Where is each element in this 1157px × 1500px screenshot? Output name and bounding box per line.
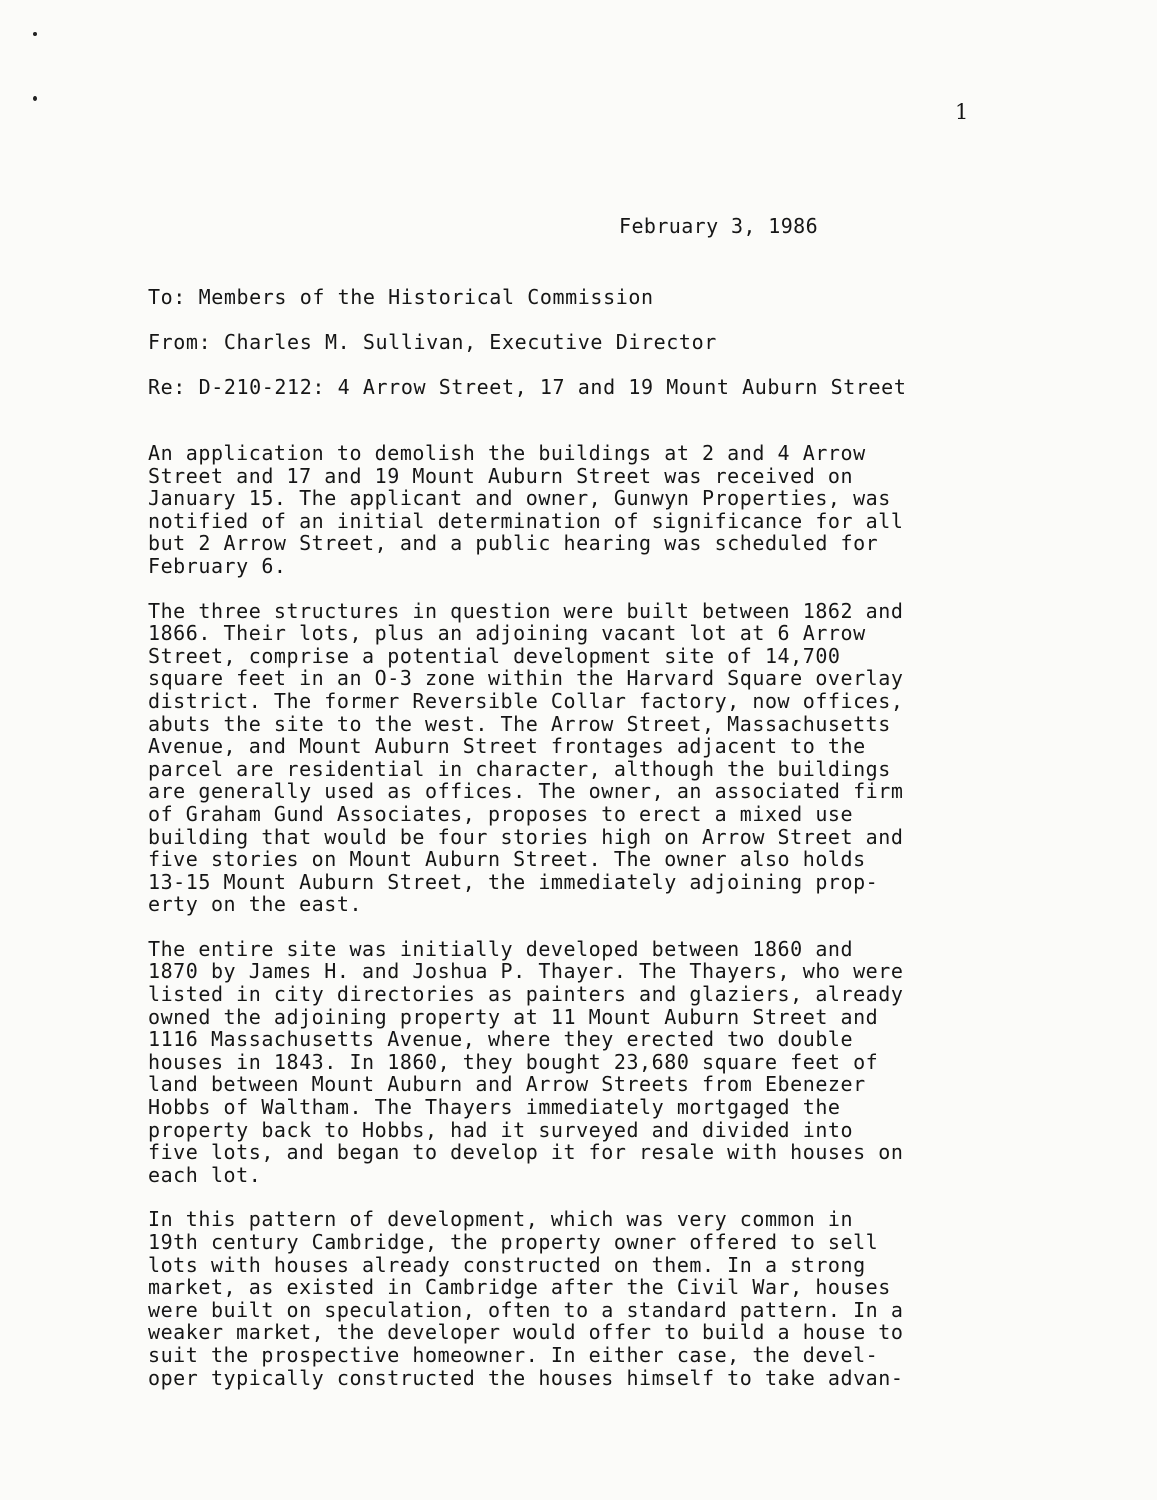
- text-line: building that would be four stories high on Arrow Street and: [148, 824, 904, 849]
- memo-body: [148, 442, 988, 1411]
- text-line: Avenue, and Mount Auburn Street frontages adjacent to the: [148, 734, 866, 759]
- scan-speck: [33, 32, 37, 36]
- text-line: each lot.: [148, 1162, 262, 1187]
- text-line: The entire site was initially developed between 1860 and: [148, 936, 854, 961]
- text-line: are generally used as offices. The owner, an associated firm: [148, 779, 904, 804]
- text-line: but 2 Arrow Street, and a public hearing was scheduled for: [148, 531, 879, 556]
- text-line: weaker market, the developer would offer to build a house to: [148, 1320, 904, 1345]
- text-line: land between Mount Auburn and Arrow Streets from Ebenezer: [148, 1072, 866, 1097]
- text-line: suit the prospective homeowner. In either case, the devel-: [148, 1342, 879, 1367]
- text-line: Street and 17 and 19 Mount Auburn Street was received on: [148, 463, 854, 488]
- text-line: houses in 1843. In 1860, they bought 23,680 square feet of: [148, 1049, 879, 1074]
- text-line: An application to demolish the buildings at 2 and 4 Arrow: [148, 441, 866, 465]
- text-line: 1866. Their lots, plus an adjoining vacant lot at 6 Arrow: [148, 621, 866, 646]
- text-line: of Graham Gund Associates, proposes to erect a mixed use: [148, 801, 854, 826]
- text-line: 1870 by James H. and Joshua P. Thayer. The Thayers, who were: [148, 959, 904, 984]
- text-line: erty on the east.: [148, 892, 363, 917]
- text-line: listed in city directories as painters and glaziers, already: [148, 982, 904, 1007]
- memo-re-line: Re: D-210-212: 4 Arrow Street, 17 and 19 Mount Auburn Street: [148, 375, 907, 399]
- text-line: property back to Hobbs, had it surveyed and divided into: [148, 1117, 854, 1142]
- text-line: In this pattern of development, which was very common in: [148, 1207, 854, 1232]
- text-line: five lots, and began to develop it for resale with houses on: [148, 1140, 904, 1165]
- text-line: district. The former Reversible Collar factory, now offices,: [148, 688, 904, 713]
- body-paragraph: [148, 442, 988, 578]
- scan-speck: [33, 96, 37, 101]
- text-line: notified of an initial determination of significance for all: [148, 508, 904, 533]
- text-line: owned the adjoining property at 11 Mount Auburn Street and: [148, 1004, 879, 1029]
- text-line: lots with houses already constructed on them. In a strong: [148, 1252, 866, 1277]
- text-line: 19th century Cambridge, the property owner offered to sell: [148, 1230, 879, 1254]
- text-line: 13-15 Mount Auburn Street, the immediately adjoining prop-: [148, 869, 879, 894]
- memo-date: February 3, 1986: [619, 214, 819, 238]
- page-number: 1: [955, 100, 969, 124]
- body-paragraph: [148, 600, 988, 916]
- text-line: January 15. The applicant and owner, Gunwyn Properties, was: [148, 486, 891, 511]
- text-line: oper typically constructed the houses himself to take advan-: [148, 1365, 904, 1390]
- memo-to-line: To: Members of the Historical Commission: [148, 285, 654, 309]
- text-line: square feet in an O-3 zone within the Harvard Square overlay: [148, 666, 904, 691]
- text-line: Hobbs of Waltham. The Thayers immediately mortgaged the: [148, 1095, 841, 1120]
- text-line: abuts the site to the west. The Arrow Street, Massachusetts: [148, 711, 891, 736]
- text-line: market, as existed in Cambridge after the Civil War, houses: [148, 1275, 891, 1300]
- text-line: Street, comprise a potential development site of 14,700: [148, 643, 841, 668]
- memo-header: [148, 285, 906, 420]
- text-line: The three structures in question were built between 1862 and: [148, 598, 904, 623]
- text-line: 1116 Massachusetts Avenue, where they erected two double: [148, 1027, 854, 1052]
- text-line: five stories on Mount Auburn Street. The owner also holds: [148, 847, 866, 872]
- body-paragraph: [148, 1208, 988, 1389]
- memo-from-line: From: Charles M. Sullivan, Executive Director: [148, 330, 717, 354]
- text-line: February 6.: [148, 553, 287, 578]
- body-paragraph: [148, 938, 988, 1187]
- text-line: were built on speculation, often to a standard pattern. In a: [148, 1297, 904, 1322]
- text-line: parcel are residential in character, although the buildings: [148, 756, 891, 781]
